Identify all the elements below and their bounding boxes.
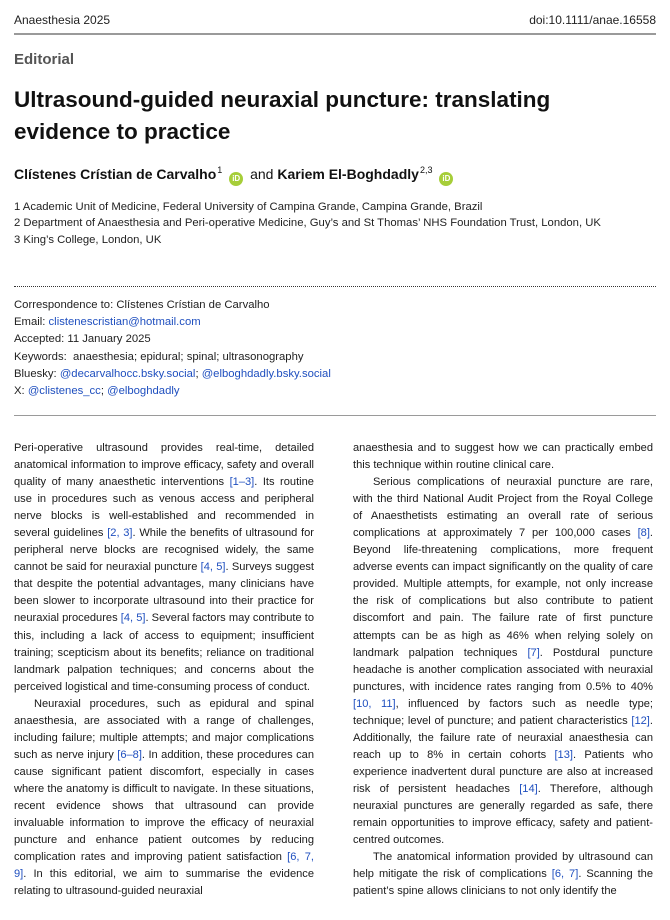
x-line	[14, 383, 331, 400]
section-label: Editorial	[14, 51, 75, 68]
article-metadata	[14, 297, 331, 400]
separator: ;	[195, 367, 199, 380]
affiliations	[14, 199, 601, 248]
body-paragraph	[14, 440, 314, 696]
email-line	[14, 314, 331, 331]
citation-link[interactable]: [10, 11]	[353, 697, 396, 710]
citation-link[interactable]: [6, 7]	[551, 868, 579, 881]
orcid-icon[interactable]: iD	[229, 172, 243, 186]
affiliation-marker: 1	[217, 165, 223, 175]
email-link[interactable]: clistenescristian@hotmail.com	[48, 316, 201, 329]
body-text: Serious complications of neuraxial puncture are rare, with the third National Audit Project from the Royal College of Anaesthetists estimating an overall rate of serious complications at approximately 7 per 100,000 cases	[353, 476, 653, 540]
correspondence-label: Correspondence to:	[14, 299, 114, 311]
body-text: , influenced by factors such as needle type; technique; level of puncture; and patient characteristics	[353, 697, 654, 727]
citation-link[interactable]: [7]	[527, 646, 540, 659]
citation-link[interactable]: [1–3]	[229, 476, 255, 489]
body-text: . Scanning the patient’s spine allows clinicians to not only identify the	[353, 868, 654, 898]
body-text: anaesthesia and to suggest how we can practically embed this technique within routine clinical care.	[353, 442, 653, 472]
body-text: . Postdural puncture headache is another complication associated with neuraxial punctures, with incidence rates ranging from 0.5% to 40%	[353, 646, 653, 693]
citation-link[interactable]: [4, 5]	[120, 612, 146, 625]
body-text: . Beyond life-threatening complications, more frequent adverse events can impact significantly on the quality of care provided. Multiple attempts, for example, not only increase the risk of complications but also contribute to patient discomfort and pain. The failure rate of first puncture attempts can be as high as 46% when relying solely on landmark palpation techniques	[353, 527, 653, 659]
affiliation-item: 2 Department of Anaesthesia and Peri-operative Medicine, Guy’s and St Thomas’ NHS Foundation Trust, London, UK	[14, 217, 601, 230]
citation-link[interactable]: [6, 7, 9]	[14, 851, 314, 881]
orcid-icon[interactable]: iD	[439, 172, 453, 186]
body-paragraph	[353, 849, 653, 900]
accepted-label: Accepted:	[14, 333, 65, 346]
author-name[interactable]: Clístenes Crístian de Carvalho	[14, 166, 217, 182]
keywords-value: anaesthesia; epidural; spinal; ultrasonography	[73, 350, 304, 363]
x-link[interactable]: @elboghdadly	[107, 385, 180, 398]
body-paragraph	[14, 696, 314, 901]
x-label: X:	[14, 385, 25, 398]
body-text: The anatomical information provided by ultrasound can help mitigate the risk of complications	[353, 851, 653, 881]
body-text: Peri-operative ultrasound provides real-time, detailed anatomical information to improve efficacy, safety and overall quality of many anaesthetic interventions	[14, 442, 314, 489]
running-header	[14, 13, 656, 29]
body-text: . Its routine use in procedures such as venous access and peripheral nerve blocks is well-established and recommended in several guidelines	[14, 476, 314, 540]
author-line	[14, 165, 456, 186]
body-text: . Surveys suggest that despite the potential advantages, many clinicians have been slower to incorporate ultrasound into their practice for neuraxial procedures	[14, 561, 314, 625]
keywords-label: Keywords:	[14, 350, 67, 363]
accepted-line	[14, 331, 331, 348]
affiliation-marker: 2,3	[419, 165, 433, 175]
body-text: . Therefore, although neuraxial punctures are generally regarded as safe, there remain opportunities to improve efficacy, safety and patient-centred outcomes.	[353, 782, 653, 847]
bluesky-link[interactable]: @decarvalhocc.bsky.social	[59, 367, 196, 380]
separator: ;	[100, 385, 104, 398]
citation-link[interactable]: [12]	[631, 714, 650, 727]
body-text: Neuraxial procedures, such as epidural and spinal anaesthesia, are associated with a range of challenges, including failure; multiple attempts; and major complications such as nerve injury	[14, 697, 314, 761]
article-title: Ultrasound-guided neuraxial puncture: translating evidence to practice	[14, 87, 551, 144]
correspondence-line	[14, 297, 331, 314]
affiliation-item: 3 King’s College, London, UK	[14, 233, 162, 246]
accepted-date: 11 January 2025	[67, 333, 151, 346]
body-paragraph	[353, 474, 653, 849]
citation-link[interactable]: [8]	[637, 527, 650, 540]
bluesky-link[interactable]: @elboghdadly.bsky.social	[201, 367, 331, 380]
citation-link[interactable]: [2, 3]	[107, 527, 133, 540]
affiliation-item: 1 Academic Unit of Medicine, Federal University of Campina Grande, Campina Grande, Brazil	[14, 201, 483, 213]
citation-link[interactable]: [6–8]	[117, 748, 142, 761]
citation-link[interactable]: [4, 5]	[200, 561, 226, 574]
body-text: . Additionally, the failure rate of neuraxial anaesthesia can reach up to 8% in certain cohorts	[353, 714, 653, 761]
doi-text: doi:10.1111/anae.16558	[529, 13, 656, 27]
journal-name: Anaesthesia 2025	[14, 13, 111, 27]
author-name[interactable]: Kariem El-Boghdadly	[277, 166, 419, 182]
bluesky-line	[14, 366, 331, 383]
header-divider	[14, 33, 656, 35]
dotted-divider	[14, 286, 656, 287]
correspondence-value: Clístenes Crístian de Carvalho	[116, 299, 270, 311]
keywords-line	[14, 349, 331, 366]
body-text: . While the benefits of ultrasound for peripheral nerve blocks are recognised widely, the same cannot be said for neuraxial puncture	[14, 527, 314, 574]
body-column-left	[14, 440, 314, 900]
bluesky-label: Bluesky:	[14, 367, 57, 380]
metadata-divider	[14, 415, 656, 416]
body-text: . In addition, these procedures can cause significant patient discomfort, especially in cases where the anatomy is difficult to navigate. In these situations, recent evidence shows that ultrasound can provide invaluable information to improve the efficacy of neuraxial puncture and enhance patient outcomes by reducing complication rates and improving patient satisfaction	[14, 748, 314, 864]
body-paragraph	[353, 440, 653, 474]
author-conjunction: and	[250, 166, 274, 182]
email-label: Email:	[14, 316, 46, 329]
body-column-right	[353, 440, 653, 900]
x-link[interactable]: @clistenes_cc	[27, 385, 101, 398]
body-text: . Patients who experience inadvertent dural puncture are also at increased risk of persistent headaches	[353, 748, 654, 795]
body-text: . In this editorial, we aim to summarise the evidence relating to ultrasound-guided neuraxial	[14, 868, 314, 898]
citation-link[interactable]: [14]	[519, 782, 538, 795]
citation-link[interactable]: [13]	[554, 748, 573, 761]
body-text: . Several factors may contribute to this, including a lack of access to equipment; insufficient training; scepticism about its benefits; reliance on traditional landmark palpation techniques; and concerns about the perceived logistical and time-consuming process of conduct.	[14, 612, 314, 693]
